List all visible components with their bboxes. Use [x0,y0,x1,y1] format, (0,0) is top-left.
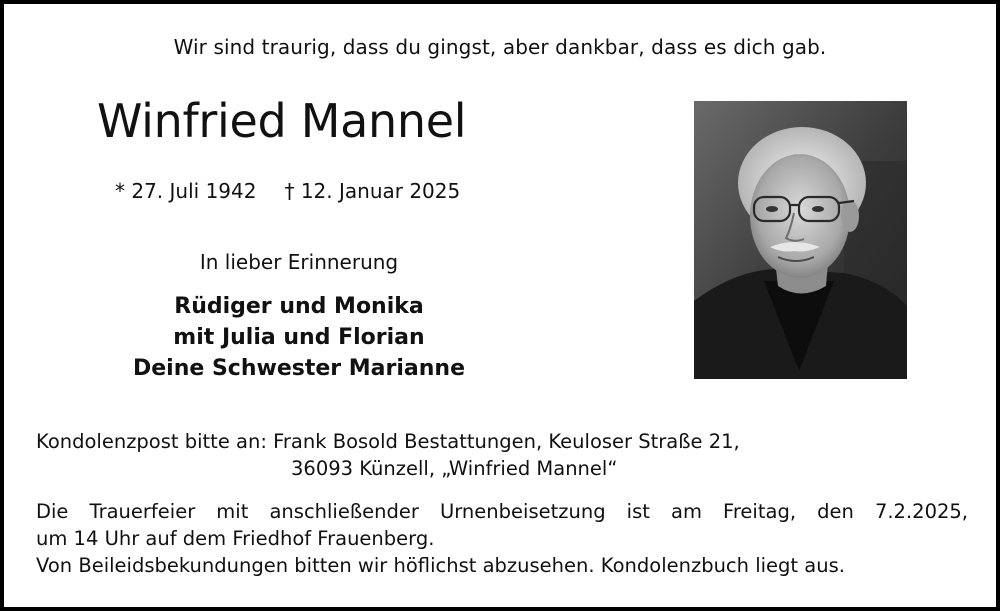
condolence-line: 36093 Künzell, „Winfried Mannel“ [291,457,618,480]
ceremony-line: Von Beileidsbekundungen bitten wir höflichst abzusehen. Kondolenzbuch liegt aus. [36,554,845,577]
ceremony-line: um 14 Uhr auf dem Friedhof Frauenberg. [36,527,435,550]
death-date: † 12. Januar 2025 [284,179,461,203]
portrait-photo [694,101,907,379]
family-list [99,291,499,384]
condolence-line: Kondolenzpost bitte an: Frank Bosold Bestattungen, Keuloser Straße 21, [36,430,740,453]
family-line: Rüdiger und Monika [174,294,424,319]
life-dates [115,179,460,203]
family-line: mit Julia und Florian [173,325,425,350]
motto: Wir sind traurig, dass du gingst, aber dankbar, dass es dich gab. [173,35,827,59]
family-line: Deine Schwester Marianne [132,356,466,381]
ceremony-info [36,498,968,579]
deceased-name: Winfried Mannel [97,94,467,148]
ceremony-line: Die Trauerfeier mit anschließender Urnenbeisetzung ist am Freitag, den 7.2.2025, [36,500,968,523]
memory-label: In lieber Erinnerung [199,250,399,274]
condolence-address [36,428,896,482]
birth-date: * 27. Juli 1942 [115,179,257,203]
